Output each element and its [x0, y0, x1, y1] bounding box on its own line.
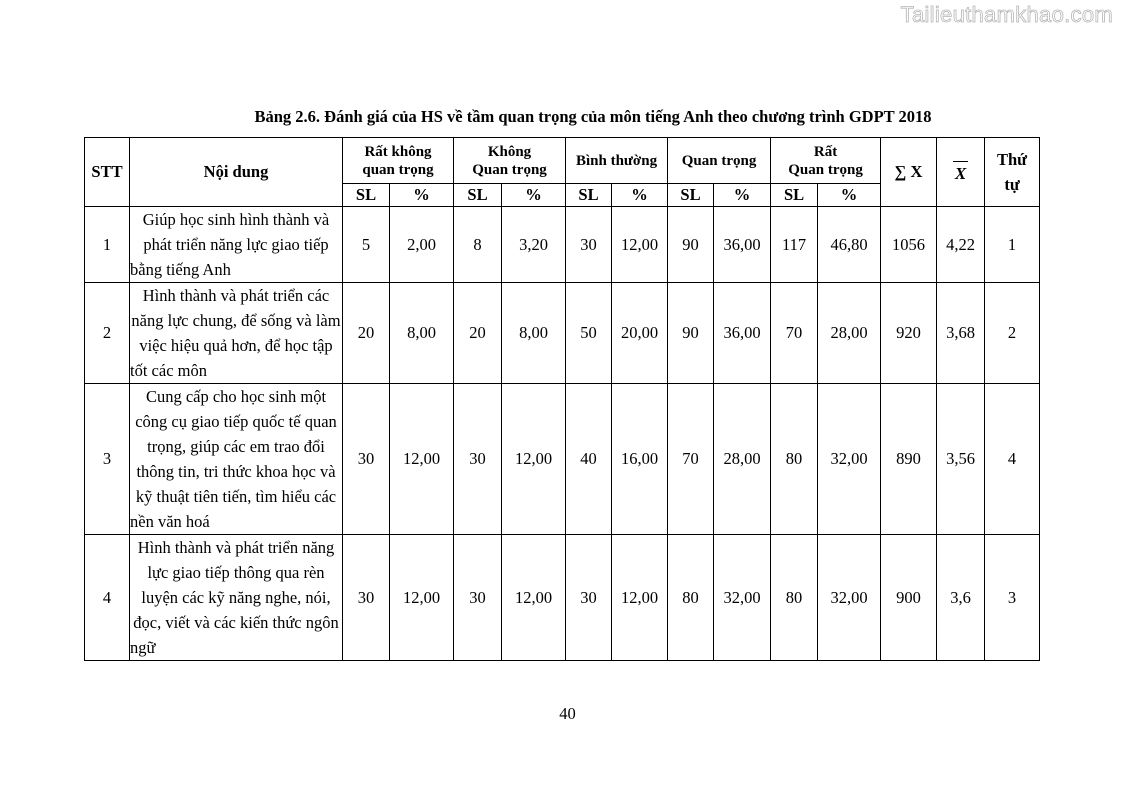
row-content: Hình thành và phát triển năng lực giao tiếp thông qua rèn luyện các kỹ năng nghe, nói, đọc, viết và các kiến thức ngôn ngữ	[130, 535, 343, 661]
cell-value: 40	[566, 384, 612, 535]
row-rank: 2	[985, 283, 1040, 384]
row-rank: 3	[985, 535, 1040, 661]
cell-value: 80	[771, 384, 818, 535]
header-sl: SL	[771, 184, 818, 207]
header-level-3-line1: Bình thường	[575, 152, 658, 169]
mean-symbol: X	[955, 161, 966, 184]
cell-value: 8	[454, 207, 502, 283]
table-caption: Bảng 2.6. Đánh giá của HS về tầm quan trọng của môn tiếng Anh theo chương trình GDPT 2018	[254, 107, 932, 126]
cell-value: 12,00	[390, 535, 454, 661]
table-row	[85, 207, 1040, 283]
page-number: 40	[559, 704, 576, 723]
cell-value: 80	[668, 535, 714, 661]
header-level-3	[566, 138, 668, 184]
table-row	[85, 283, 1040, 384]
table-row	[85, 535, 1040, 661]
header-pct: %	[502, 184, 566, 207]
cell-value: 30	[566, 207, 612, 283]
header-level-2-line1: Không	[487, 143, 532, 160]
header-level-5-line1: Rất	[813, 143, 838, 160]
row-sum: 920	[881, 283, 937, 384]
cell-value: 80	[771, 535, 818, 661]
cell-value: 30	[454, 384, 502, 535]
row-content: Giúp học sinh hình thành và phát triển năng lực giao tiếp bằng tiếng Anh	[130, 207, 343, 283]
header-rank-line1: Thứ	[997, 150, 1028, 169]
row-sum: 1056	[881, 207, 937, 283]
cell-value: 8,00	[502, 283, 566, 384]
row-mean: 4,22	[937, 207, 985, 283]
row-stt: 3	[85, 384, 130, 535]
row-sum: 900	[881, 535, 937, 661]
cell-value: 12,00	[612, 207, 668, 283]
row-sum: 890	[881, 384, 937, 535]
row-content: Cung cấp cho học sinh một công cụ giao tiếp quốc tế quan trọng, giúp các em trao đổi thông tin, tri thức khoa học và kỹ thuật tiên tiến, tìm hiểu các nền văn hoá	[130, 384, 343, 535]
header-pct: %	[714, 184, 771, 207]
cell-value: 12,00	[390, 384, 454, 535]
cell-value: 32,00	[714, 535, 771, 661]
cell-value: 70	[668, 384, 714, 535]
row-rank: 4	[985, 384, 1040, 535]
cell-value: 30	[343, 384, 390, 535]
header-level-1-line2: quan trọng	[362, 161, 434, 178]
header-sl: SL	[454, 184, 502, 207]
header-sum: ∑ X	[881, 138, 937, 207]
row-content: Hình thành và phát triển các năng lực chung, để sống và làm việc hiệu quả hơn, để học tập tốt các môn	[130, 283, 343, 384]
header-level-2-line2: Quan trọng	[472, 161, 547, 178]
cell-value: 8,00	[390, 283, 454, 384]
cell-value: 20,00	[612, 283, 668, 384]
row-stt: 2	[85, 283, 130, 384]
header-level-5-line2: Quan trọng	[788, 161, 863, 178]
cell-value: 70	[771, 283, 818, 384]
header-pct: %	[612, 184, 668, 207]
header-level-4-line1: Quan trọng	[681, 152, 757, 169]
evaluation-table	[84, 137, 1040, 661]
cell-value: 36,00	[714, 283, 771, 384]
row-mean: 3,6	[937, 535, 985, 661]
header-sl: SL	[668, 184, 714, 207]
header-row-levels	[85, 138, 1040, 184]
cell-value: 30	[566, 535, 612, 661]
cell-value: 12,00	[502, 384, 566, 535]
cell-value: 12,00	[612, 535, 668, 661]
cell-value: 3,20	[502, 207, 566, 283]
cell-value: 5	[343, 207, 390, 283]
cell-value: 46,80	[818, 207, 881, 283]
header-level-1	[343, 138, 454, 184]
cell-value: 30	[454, 535, 502, 661]
header-level-5	[771, 138, 881, 184]
header-rank-line2: tự	[1004, 175, 1020, 194]
cell-value: 36,00	[714, 207, 771, 283]
row-rank: 1	[985, 207, 1040, 283]
header-pct: %	[818, 184, 881, 207]
cell-value: 20	[454, 283, 502, 384]
watermark: Tailieuthamkhao.com	[900, 2, 1113, 27]
row-mean: 3,68	[937, 283, 985, 384]
header-pct: %	[390, 184, 454, 207]
header-content: Nội dung	[130, 138, 343, 207]
table-row	[85, 384, 1040, 535]
header-sl: SL	[343, 184, 390, 207]
cell-value: 32,00	[818, 535, 881, 661]
cell-value: 28,00	[714, 384, 771, 535]
header-rank	[985, 138, 1040, 207]
cell-value: 12,00	[502, 535, 566, 661]
cell-value: 117	[771, 207, 818, 283]
header-level-1-line1: Rất không	[364, 143, 432, 160]
cell-value: 90	[668, 283, 714, 384]
header-sl: SL	[566, 184, 612, 207]
header-mean	[937, 138, 985, 207]
header-level-4	[668, 138, 771, 184]
row-mean: 3,56	[937, 384, 985, 535]
cell-value: 50	[566, 283, 612, 384]
header-level-2	[454, 138, 566, 184]
cell-value: 30	[343, 535, 390, 661]
cell-value: 32,00	[818, 384, 881, 535]
row-stt: 1	[85, 207, 130, 283]
cell-value: 90	[668, 207, 714, 283]
row-stt: 4	[85, 535, 130, 661]
cell-value: 20	[343, 283, 390, 384]
cell-value: 28,00	[818, 283, 881, 384]
cell-value: 16,00	[612, 384, 668, 535]
cell-value: 2,00	[390, 207, 454, 283]
header-stt: STT	[85, 138, 130, 207]
